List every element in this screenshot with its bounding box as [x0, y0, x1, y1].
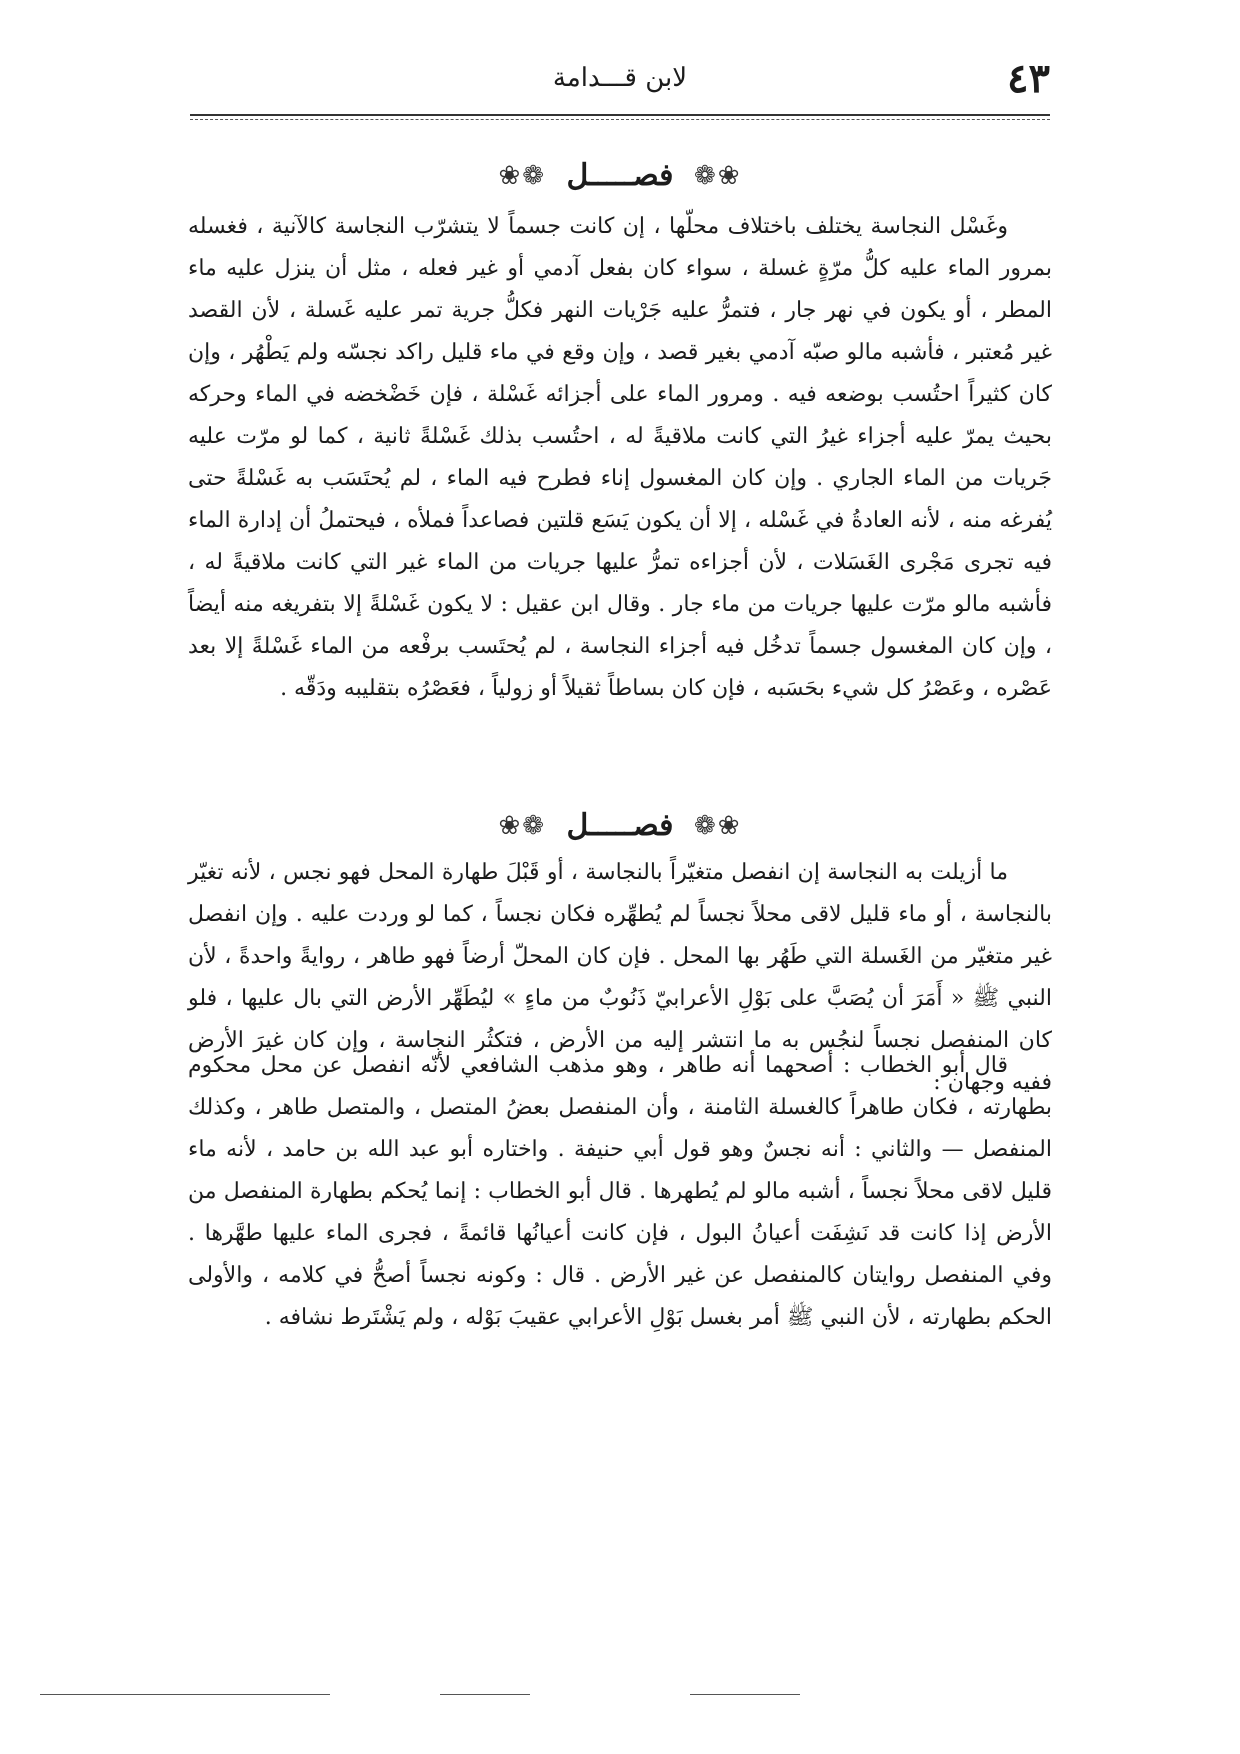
body-paragraph [188, 1045, 1052, 1339]
page-number: ٤٣ [1007, 55, 1050, 102]
ornament-left-icon: ❁❀ [498, 161, 547, 191]
ornament-right-icon: ❀❁ [693, 161, 742, 191]
paragraph-text: وغَسْل النجاسة يختلف باختلاف محلّها ، إن كانت جسماً لا يتشرّب النجاسة كالآنية ، فغسله بمرور الماء عليه كلُّ مرّةٍ غسلة ، سواء كان بفعل آدمي أو غير فعله ، مثل أن ينزل عليه ماء المطر ، أو يكون في نهر جار ، فتمرُّ عليه جَرْيات النهر فكلُّ جرية تمر عليه غَسلة ، لأن القصد غير مُعتبر ، فأشبه مالو صبّه آدمي بغير قصد ، وإن وقع في ماء قليل راكد نجسّه ولم يَطْهُر ، وإن كان كثيراً احتُسب بوضعه فيه . ومرور الماء على أجزائه غَسْلة ، فإن خَضْخضه في الماء وحركه بحيث يمرّ عليه أجزاء غيرُ التي كانت ملاقيةً له ، احتُسب بذلك غَسْلةً ثانية ، كما لو مرّت عليه جَريات من الماء الجاري . وإن كان المغسول إناء فطرح فيه الماء ، لم يُحتَسَب به غَسْلةً حتى يُفرغه منه ، لأنه العادةُ في غَسْله ، إلا أن يكون يَسَع قلتين فصاعداً فملأه ، فيحتملُ أن إدارة الماء فيه تجرى مَجْرى الغَسَلات ، لأن أجزاءه تمرُّ عليها جريات من الماء غير التي كانت ملاقيةً له ، فأشبه مالو مرّت عليها جريات من ماء جار . وقال ابن عقيل : لا يكون غَسْلةً إلا بتفريغه منه أيضاً ، وإن كان المغسول جسماً تدخُل فيه أجزاء النجاسة ، لم يُحتَسب برفْعه من الماء غَسْلةً إلا بعد عَصْره ، وعَصْرُ كل شيء بحَسَبه ، فإن كان بساطاً ثقيلاً أو زولياً ، فعَصْرُه بتقليبه ودَقّه . [188, 214, 1053, 701]
paragraph-text: ما أزيلت به النجاسة إن انفصل متغيّراً بالنجاسة ، أو قَبْلَ طهارة المحل فهو نجس ، لأنه تغيّر بالنجاسة ، أو ماء قليل لاقى محلاً نجساً لم يُطهِّره فكان نجساً ، كما لو وردت عليه . وإن انفصل غير متغيّر من الغَسلة التي طَهُر بها المحل . فإن كان المحلّ أرضاً فهو طاهر ، روايةً واحدةً ، لأن النبي ﷺ « أَمَرَ أن يُصَبَّ على بَوْلِ الأعرابيّ ذَنُوبٌ من ماءٍ » ليُطَهِّر الأرض التي بال عليها ، فلو كان المنفصل نجساً لنجُس به ما انتشر إليه من الأرض ، فتكثُر النجاسة ، وإن كان غيرَ الأرض ففيه وجهان : [188, 860, 1052, 1095]
section-heading [190, 150, 1050, 200]
section-heading [190, 800, 1050, 850]
ornament-right-icon: ❀❁ [693, 811, 742, 841]
body-paragraph [188, 206, 1052, 710]
ornament-left-icon: ❁❀ [498, 811, 547, 841]
section-heading-label: فصـــــل [566, 158, 674, 193]
header-rule [190, 114, 1050, 116]
footer-rule [40, 1694, 330, 1695]
paragraph-text: قال أبو الخطاب : أصحهما أنه طاهر ، وهو مذهب الشافعي لأنّه انفصل عن محل محكوم بطهارته ، فكان طاهراً كالغسلة الثامنة ، وأن المنفصل بعضُ المتصل ، والمتصل طاهر ، وكذلك المنفصل — والثاني : أنه نجسٌ وهو قول أبي حنيفة . واختاره أبو عبد الله بن حامد ، لأنه ماء قليل لاقى محلاً نجساً ، أشبه مالو لم يُطهرها . قال أبو الخطاب : إنما يُحكم بطهارة المنفصل من الأرض إذا كانت قد نَشِفَت أعيانُ البول ، فإن كانت أعيانُها قائمةً ، فجرى الماء عليها طهَّرها . وفي المنفصل روايتان كالمنفصل عن غير الأرض . قال : وكونه نجساً أصحُّ في كلامه ، والأولى الحكم بطهارته ، لأن النبي ﷺ أمر بغسل بَوْلِ الأعرابي عقيبَ بَوْله ، ولم يَشْتَرط نشافه . [188, 1053, 1052, 1330]
running-header [190, 54, 1050, 104]
footer-rule [440, 1694, 530, 1695]
running-title: لابن قـــدامة [552, 63, 688, 93]
section-heading-label: فصـــــل [566, 808, 674, 843]
footer-rule [690, 1694, 800, 1695]
